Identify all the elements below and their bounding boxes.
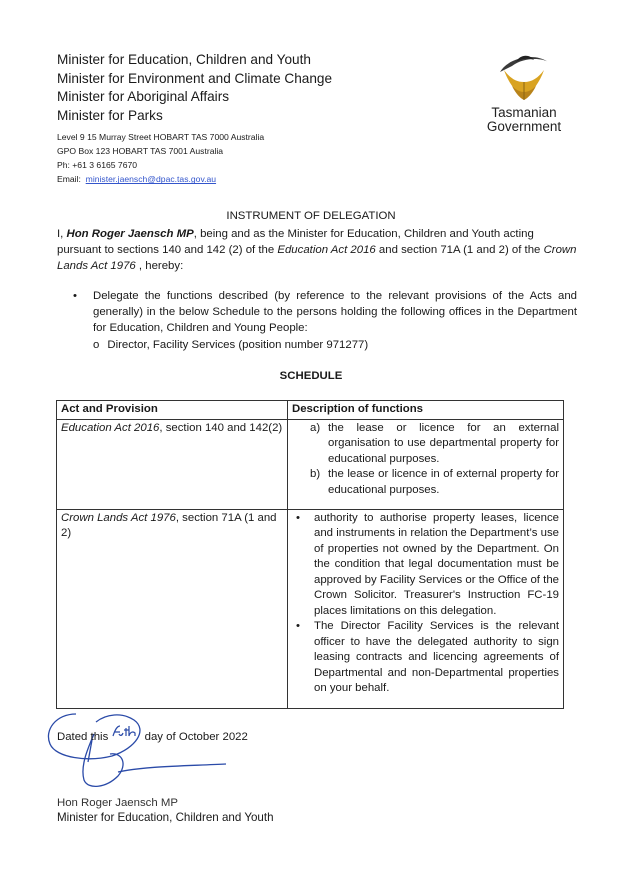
dated-suffix: day of October 2022	[144, 731, 248, 743]
street-address: Level 9 15 Murray Street HOBART TAS 7000 Australia	[57, 132, 265, 143]
signer-title: Minister for Education, Children and Youth	[57, 811, 274, 824]
list-item	[292, 467, 559, 498]
act-name: Crown Lands Act 1976	[57, 244, 577, 272]
minister-titles	[57, 51, 357, 125]
delegation-bullet	[73, 288, 577, 336]
logo-text-line1: Tasmanian	[491, 105, 557, 120]
bullet-icon: •	[296, 620, 300, 632]
intro-text: , being and as the Minister for Education, Children and Youth acting pursuant to sections 140 and 142 (2) of the	[57, 228, 534, 256]
bullet-icon: •	[73, 290, 77, 302]
schedule-table	[56, 400, 564, 709]
act-name: Education Act 2016	[61, 421, 160, 434]
table-cell-functions	[288, 419, 564, 509]
postal-address: GPO Box 123 HOBART TAS 7001 Australia	[57, 146, 224, 157]
sub-bullet-icon: o	[93, 339, 100, 351]
email-label: Email:	[57, 174, 81, 185]
bullet-icon: •	[296, 511, 300, 524]
email-link[interactable]: minister.jaensch@dpac.tas.gov.au	[85, 174, 217, 185]
office-sub-bullet	[93, 339, 368, 351]
intro-text: , hereby:	[135, 260, 184, 272]
bullet-text: Delegate the functions described (by reference to the relevant provisions of the Acts and generally) in the below Schedule to the persons holding the following offices in the Department for Education, Children and Young People:	[93, 290, 577, 334]
schedule-heading: SCHEDULE	[279, 370, 343, 382]
item-text: The Director Facility Services is the relevant officer to have the delegated authority to sign leasing contracts and licencing agreements of Departmental and non-Departmental properties on your behalf.	[314, 620, 559, 694]
minister-title: Minister for Education, Children and Youth	[57, 52, 311, 67]
column-header: Description of functions	[288, 401, 564, 420]
list-item	[292, 619, 559, 697]
intro-text: I,	[57, 228, 67, 240]
item-label: a)	[310, 421, 321, 434]
email-line	[57, 172, 357, 186]
intro-paragraph	[57, 226, 577, 274]
document-title: INSTRUMENT OF DELEGATION	[226, 210, 396, 222]
handwritten-day-mark	[111, 724, 139, 740]
functions-list	[292, 511, 559, 697]
signer-name: Hon Roger Jaensch MP	[57, 797, 178, 809]
office-text: Director, Facility Services (position number 971277)	[107, 339, 369, 351]
minister-title: Minister for Environment and Climate Change	[57, 70, 333, 86]
functions-list	[292, 421, 559, 499]
handwritten-signature	[36, 700, 266, 800]
item-text: the lease or licence in of external property for educational purposes.	[328, 468, 559, 496]
dated-prefix: Dated this	[57, 731, 109, 743]
intro-text: and section 71A (1 and 2) of the	[375, 244, 544, 256]
act-name: Education Act 2016	[277, 244, 376, 256]
section-text: , section 140 and 142(2)	[159, 421, 283, 434]
item-label: b)	[310, 468, 321, 480]
minister-title: Minister for Aboriginal Affairs	[57, 89, 230, 105]
list-item	[292, 421, 559, 468]
dated-line	[57, 724, 248, 743]
act-name: Crown Lands Act 1976	[61, 511, 176, 524]
tasmanian-government-logo	[470, 48, 578, 138]
table-cell-functions	[288, 509, 564, 708]
item-text: authority to authorise property leases, licence and instruments in relation the Department’s use of properties not owned by the Department. On the condition that legal documentation must be approved by Facility Services or the Office of the Crown Solicitor. Treasurer's Instruction FC-19 places limitations on this delegation.	[314, 511, 559, 617]
table-row	[57, 419, 564, 509]
table-header-row	[57, 401, 564, 420]
section-text: , section 71A (1 and 2)	[61, 511, 277, 539]
table-row	[57, 509, 564, 708]
table-cell-act	[57, 509, 288, 708]
logo-text-line2: Government	[486, 119, 562, 134]
table-cell-act	[57, 419, 288, 509]
tasmanian-devil-emblem-icon	[494, 48, 554, 106]
minister-name: Hon Roger Jaensch MP	[66, 228, 194, 240]
handwritten-day	[111, 724, 141, 743]
minister-title: Minister for Parks	[57, 107, 163, 123]
list-item	[292, 511, 559, 620]
column-header: Act and Provision	[57, 401, 288, 420]
item-text: the lease or licence for an external organisation to use departmental property for educational purposes.	[328, 421, 559, 465]
phone-number: Ph: +61 3 6165 7670	[57, 160, 138, 171]
letterhead	[57, 51, 357, 186]
contact-details	[57, 130, 357, 186]
